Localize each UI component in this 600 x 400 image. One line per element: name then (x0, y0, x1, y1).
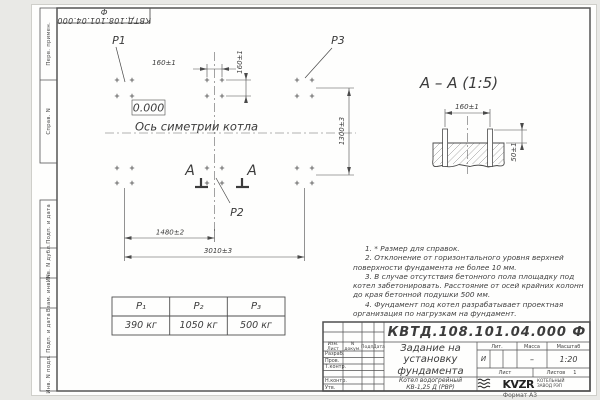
note-3: 3. В случае отсутствия бетонного пола площадку под котел забетонировать. Расстояние от осей крайних колонн до края бетонной подушки 500 мм. (353, 271, 584, 300)
anchor-bolt-right (488, 129, 493, 167)
title-block-designation: КВТД.108.101.04.000 Ф (387, 324, 587, 340)
dim-section-160: 160±1 (455, 103, 479, 111)
dim-section-50: 50±1 (510, 142, 518, 162)
leader-p2 (216, 178, 230, 203)
mass-label: Масса (524, 343, 540, 350)
load-header-p2: Р₂ (193, 301, 204, 312)
section-title: А – А (1:5) (419, 74, 499, 92)
load-header-p1: Р₁ (135, 301, 147, 312)
label-p3: P3 (331, 34, 345, 47)
margin-cell-podp-data-1: Подп. и дата (45, 204, 52, 244)
dim-160-horizontal: 160±1 (152, 59, 176, 67)
dim-1300: 1300±3 (338, 116, 346, 146)
leader-p1 (116, 47, 125, 82)
scale-value: 1:20 (559, 354, 578, 364)
sheet-label: Лист (498, 369, 512, 376)
lit-label: Лит. (491, 343, 503, 350)
product-name: Котел водогрейный КВ-1,25 Д (РВР) (399, 377, 462, 391)
load-header-p3: Р₃ (250, 301, 262, 312)
section-view (419, 74, 527, 174)
dim-3010: 3010±3 (203, 247, 233, 255)
margin-cell-podp-data-2: Подп. и дата (45, 312, 52, 353)
kvzr-coil-icon (477, 378, 492, 389)
sign-row-razrab: Разраб. (325, 351, 345, 358)
logo-text: KVZR (502, 377, 534, 391)
col-header-n-dokum: N докум. (344, 342, 361, 352)
dim-1480: 1480±2 (155, 228, 185, 237)
anchor-bolt-left (443, 129, 448, 167)
section-letter-right: А (247, 163, 257, 179)
load-value-p3: 500 кг (240, 320, 272, 331)
label-p2: P2 (230, 206, 244, 219)
margin-cell-perv-primen: Перв. примен. (45, 22, 52, 66)
axis-of-symmetry-label: Ось симетрии котла (135, 119, 259, 134)
leader-p3 (305, 48, 332, 78)
dim-160-vertical: 160±1 (236, 50, 244, 74)
manufacturer-logo (477, 378, 590, 391)
scale-label: Масштаб (556, 343, 581, 350)
margin-cell-inv-podl: Инв. N подл. (45, 354, 52, 394)
notes-block (353, 244, 590, 318)
col-header-izm-list: Изм. Лист (327, 342, 339, 352)
lit-value: И (480, 355, 487, 363)
sign-row-utv: Утв. (325, 384, 336, 391)
load-value-p2: 1050 кг (179, 320, 218, 331)
sheets-cell: Листов 1 (546, 369, 577, 376)
sign-row-nkontr: Н.контр. (325, 377, 347, 384)
logo-subtitle: КОТЕЛЬНЫЙ ЗАВОД РЭП (537, 378, 565, 388)
sign-row-tkontr: Т.контр. (325, 364, 347, 371)
margin-cell-inv-dubl: Инв. N дубл. (45, 243, 52, 283)
sheets-count: 1 (573, 369, 577, 376)
note-1: 1. * Размер для справок. (365, 244, 460, 253)
margin-cell-sprav-n: Справ. N (45, 108, 52, 135)
sign-row-prov: Пров. (325, 357, 340, 364)
top-reference-stamp: КВТД.108.101.04.000 Ф (56, 6, 151, 25)
label-p1: P1 (112, 34, 126, 47)
load-value-p1: 390 кг (125, 320, 157, 331)
col-header-podp: Подп. (361, 344, 375, 350)
note-2: 2. Отклонение от горизонтального уровня верхней поверхности фундамента не более 10 мм. (353, 253, 564, 272)
margin-cell-vzam-inv: Взам. инв. N (45, 273, 52, 313)
mass-value: – (530, 354, 534, 364)
format-label: Формат А3 (502, 392, 538, 399)
plan-view (105, 34, 356, 261)
col-header-data: Дата (373, 344, 385, 350)
document-title: Задание на установку фундамента (397, 342, 464, 377)
section-letter-left: А (185, 163, 195, 179)
note-4: 4. Фундамент под котел разрабатывает проектная организация по нагрузкам на фундамент. (353, 299, 564, 318)
elevation-value: 0.000 (132, 101, 165, 115)
